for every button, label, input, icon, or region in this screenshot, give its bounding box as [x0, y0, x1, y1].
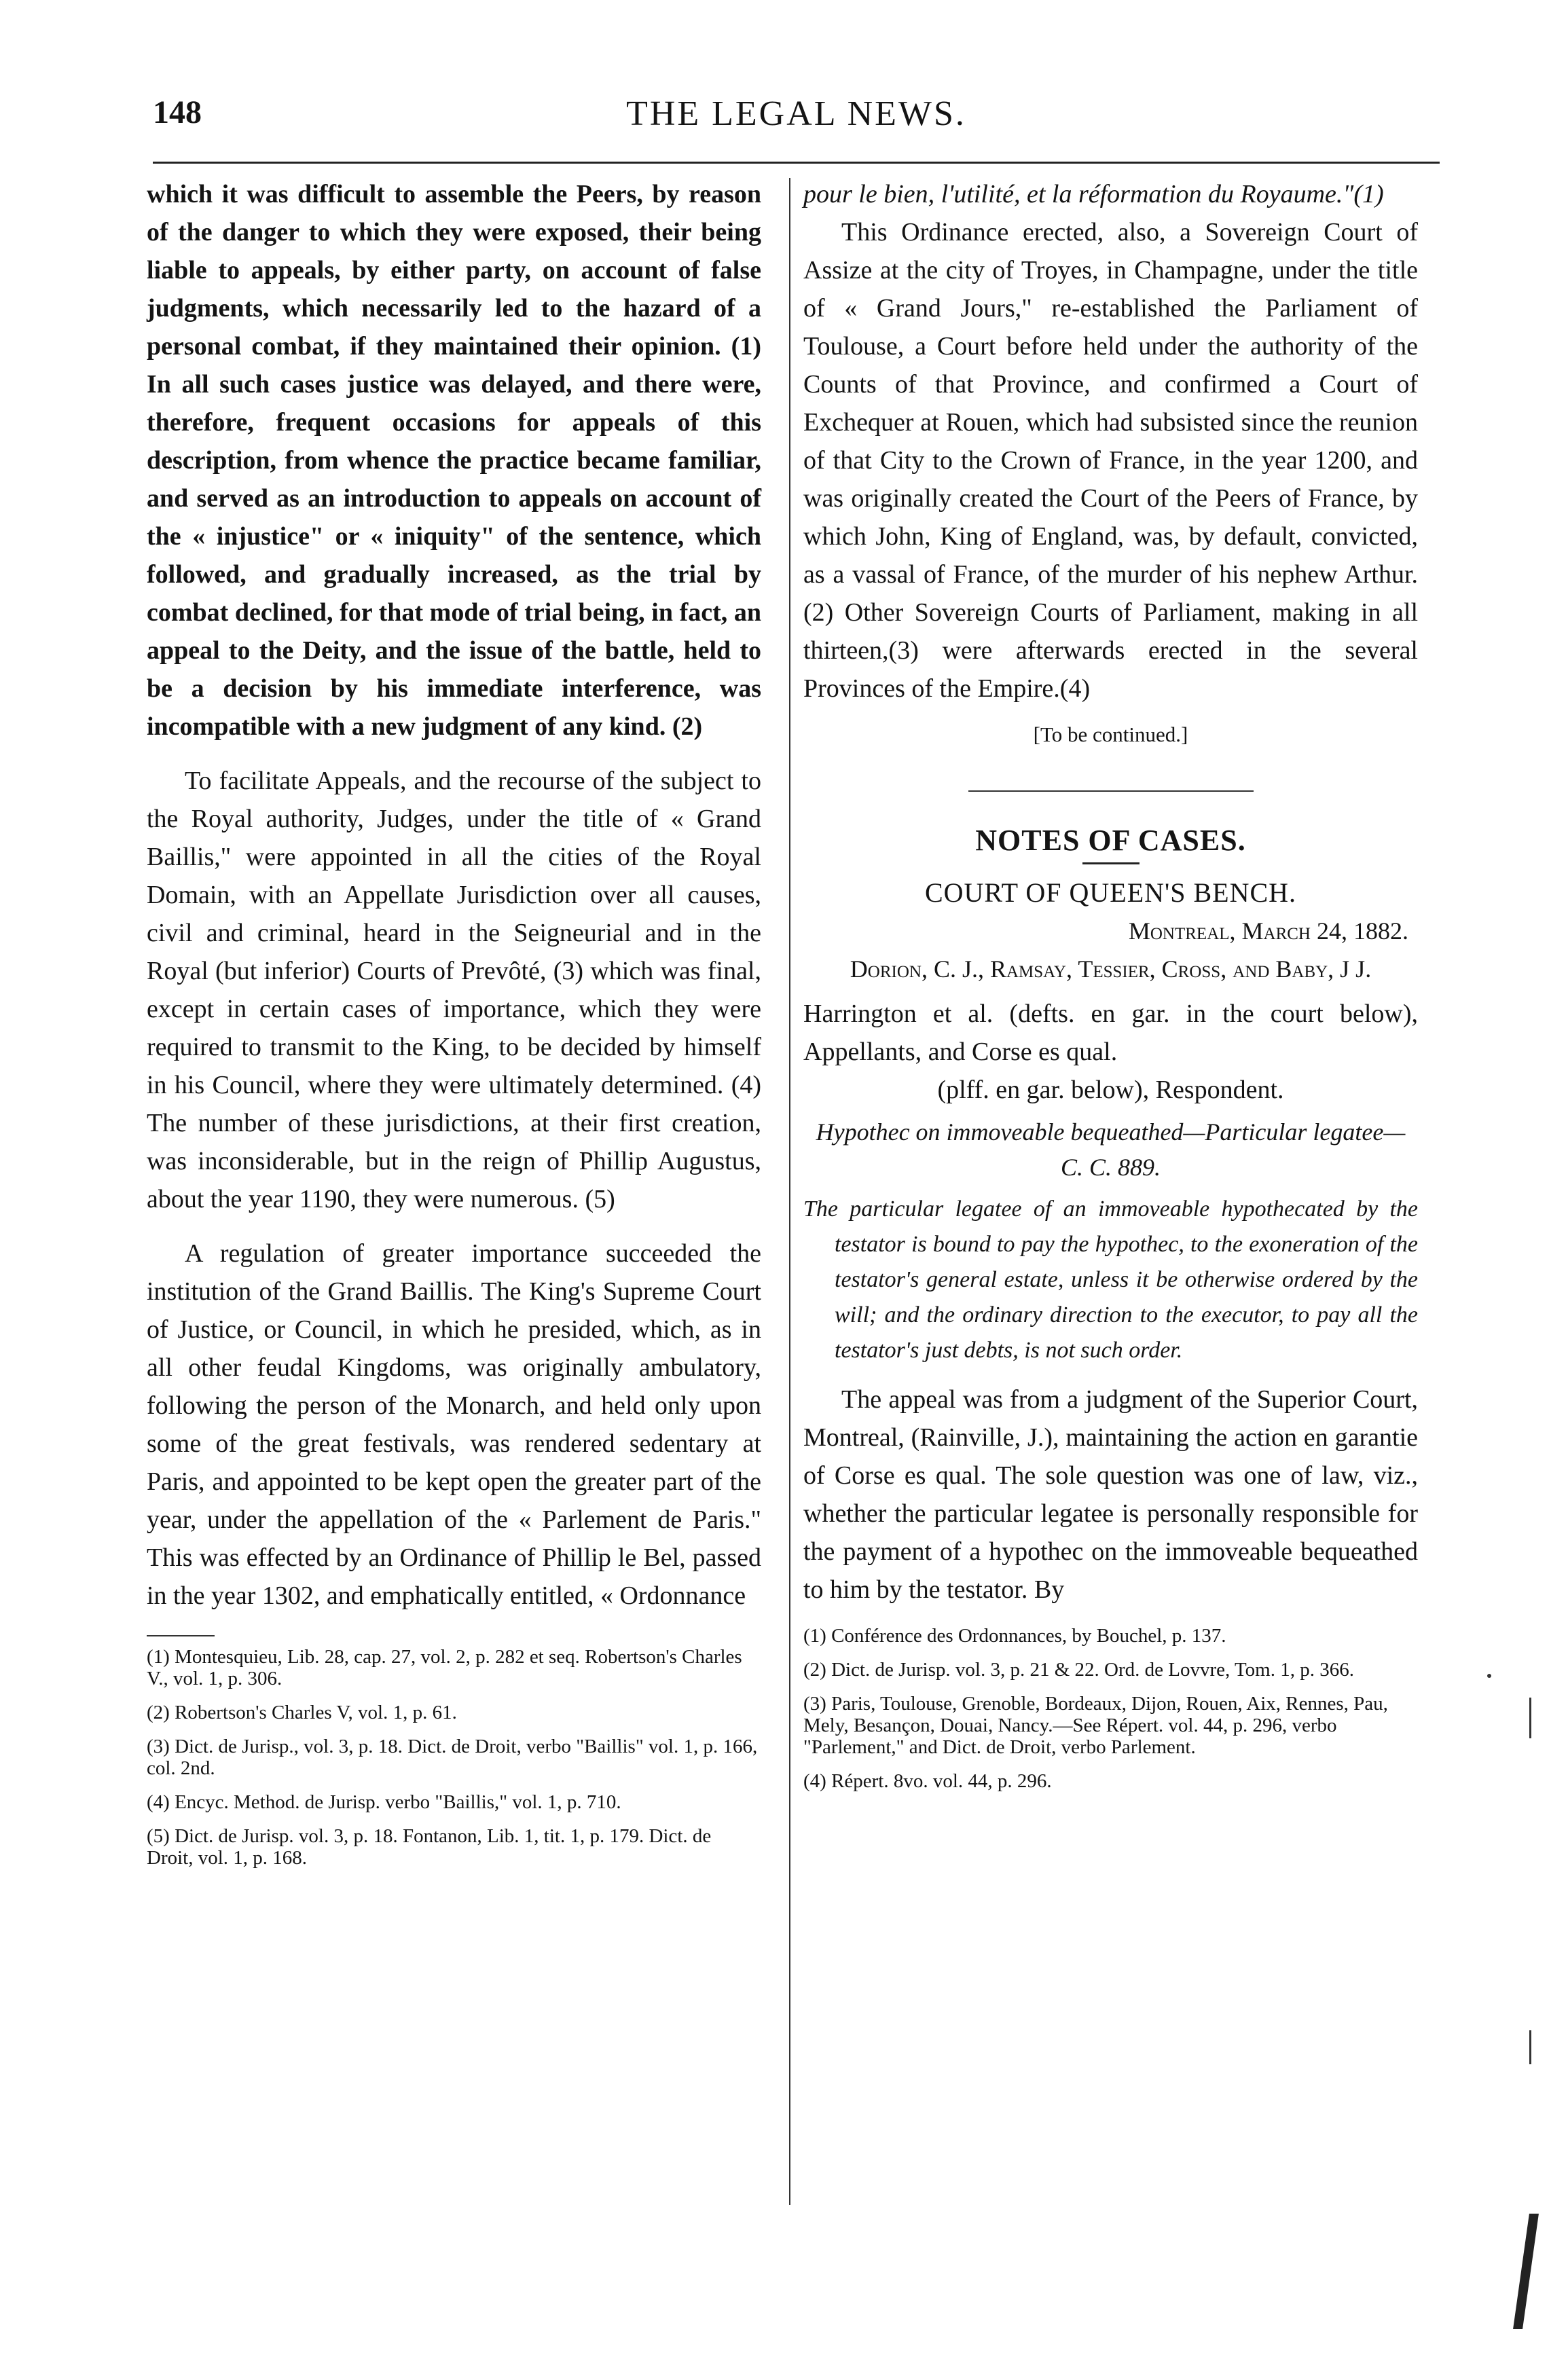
section-divider [968, 790, 1254, 792]
footnote: (2) Dict. de Jurisp. vol. 3, p. 21 & 22. Ord. de Lovvre, Tom. 1, p. 366. [803, 1659, 1354, 1681]
to-be-continued: [To be continued.] [1033, 722, 1188, 746]
title-underline [1082, 862, 1139, 864]
footnote: (4) Répert. 8vo. vol. 44, p. 296. [803, 1770, 1052, 1792]
court-name: COURT OF QUEEN'S BENCH. [924, 877, 1297, 908]
footnote: (3) Paris, Toulouse, Grenoble, Bordeaux, Dijon, Rouen, Aix, Rennes, Pau, Mely, Besançon, Douai, Nancy.—See Répert. vol. 44, p. 296, verbo "Parlement," and Dict. de Droit, verbo Parlement. [803, 1693, 1388, 1758]
left-paragraph-1: which it was difficult to assemble the Peers, by reason of the danger to which they were exposed, their being liable to appeals, by either party, on account of false judgments, which necessarily led to the hazard of a personal combat, if they maintained their opinion. (1) In all such cases justice was delayed, and there were, therefore, frequent occasions for appeals of this description, from whence the practice became familiar, and served as an introduction to appeals on account of the « injustice" or « iniquity" of the sentence, which followed, and gradually increased, as the trial by combat declined, for that mode of trial being, in fact, an appeal to the Deity, and the issue of the battle, held to be a decision by his immediate interference, was incompatible with a new judgment of any kind. (2) [147, 180, 761, 741]
judges: Dorion, C. J., Ramsay, Tessier, Cross, and Baby, J J. [850, 955, 1372, 983]
case-subject: Hypothec on immoveable bequeathed—Particular legatee—C. C. 889. [816, 1118, 1406, 1181]
left-footnotes [147, 1646, 761, 1869]
left-paragraph-3: A regulation of greater importance succeeded the institution of the Grand Baillis. The King's Supreme Court of Justice, or Council, in which he presided, which, as in all other feudal Kingdoms, was originally ambulatory, following the person of the Monarch, and held only upon some of the great festivals, was rendered sedentary at Paris, and appointed to be kept open the greater part of the year, under the appellation of the « Parlement de Paris." This was effected by an Ordinance of Phillip le Bel, passed in the year 1302, and emphatically entitled, « Ordonnance [147, 1239, 761, 1610]
scan-edge-smudge [1513, 2214, 1539, 2329]
dateline: Montreal, March 24, 1882. [1128, 917, 1408, 945]
page-number: 148 [153, 94, 202, 130]
section-title: NOTES OF CASES. [975, 824, 1246, 857]
right-paragraph-1: This Ordinance erected, also, a Sovereign Court of Assize at the city of Troyes, in Champagne, under the title of « Grand Jours," re-established the Parliament of Toulouse, a Court before held under the authority of the Counts of that Province, and confirmed a Court of Exchequer at Rouen, which had subsisted since the reunion of that City to the Crown of France, in the year 1200, and was originally created the Court of the Peers of France, by which John, King of England, was, by default, convicted, as a vassal of France, of the murder of his nephew Arthur.(2) Other Sovereign Courts of Parliament, making in all thirteen,(3) were afterwards erected in the several Provinces of the Empire.(4) [803, 218, 1418, 703]
scan-edge-mark [1529, 1698, 1531, 1738]
case-parties: Harrington et al. (defts. en gar. in the court below), Appellants, and Corse es qual. [803, 1000, 1418, 1066]
footnote: (5) Dict. de Jurisp. vol. 3, p. 18. Fontanon, Lib. 1, tit. 1, p. 179. Dict. de Droit, vol. 1, p. 168. [147, 1825, 712, 1869]
column-divider [789, 178, 790, 2205]
footnote: (3) Dict. de Jurisp., vol. 3, p. 18. Dict. de Droit, verbo "Baillis" vol. 1, p. 166, col. 2nd. [147, 1736, 758, 1779]
footnote: (1) Montesquieu, Lib. 28, cap. 27, vol. 2, p. 282 et seq. Robertson's Charles V., vol. 1, p. 306. [147, 1646, 742, 1689]
right-footnotes [803, 1625, 1418, 1792]
header-rule [153, 162, 1440, 164]
running-title: THE LEGAL NEWS. [626, 94, 966, 133]
case-body: The appeal was from a judgment of the Superior Court, Montreal, (Rainville, J.), maintaining the action en garantie of Corse es qual. The sole question was one of law, viz., whether the particular legatee is personally responsible for the payment of a hypothec on the immoveable bequeathed to him by the testator. By [803, 1385, 1418, 1604]
scan-edge-mark [1529, 2030, 1531, 2064]
footnote: (1) Conférence des Ordonnances, by Bouchel, p. 137. [803, 1625, 1226, 1647]
footnote: (2) Robertson's Charles V, vol. 1, p. 61. [147, 1702, 457, 1723]
ordinance-title-continuation: pour le bien, l'utilité, et la réformation du Royaume."(1) [803, 180, 1384, 208]
left-paragraph-2: To facilitate Appeals, and the recourse of the subject to the Royal authority, Judges, under the title of « Grand Baillis," were appointed in all the cities of the Royal Domain, with an Appellate Jurisdiction over all causes, civil and criminal, heard in the Seigneurial and in the Royal (but inferior) Courts of Prevôté, (3) which was final, except in certain cases of importance, which they were required to transmit to the King, to be decided by himself in his Council, where they were ultimately determined. (4) The number of these jurisdictions, at their first creation, was inconsiderable, but in the reign of Phillip Augustus, about the year 1190, they were numerous. (5) [147, 767, 761, 1213]
page-header [153, 81, 1440, 149]
left-column [147, 175, 761, 1881]
scan-speck [1487, 1674, 1491, 1678]
case-parties-respondent: (plff. en gar. below), Respondent. [937, 1076, 1284, 1104]
footnote: (4) Encyc. Method. de Jurisp. verbo "Baillis," vol. 1, p. 710. [147, 1791, 621, 1813]
footnote-rule [147, 1635, 215, 1636]
case-headnote: The particular legatee of an immoveable hypothecated by the testator is bound to pay the hypothec, to the exoneration of the testator's general estate, unless it be otherwise ordered by the will; and the ordinary direction to the executor, to pay all the testator's just debts, is not such order. [803, 1196, 1418, 1363]
right-column [803, 175, 1418, 1804]
